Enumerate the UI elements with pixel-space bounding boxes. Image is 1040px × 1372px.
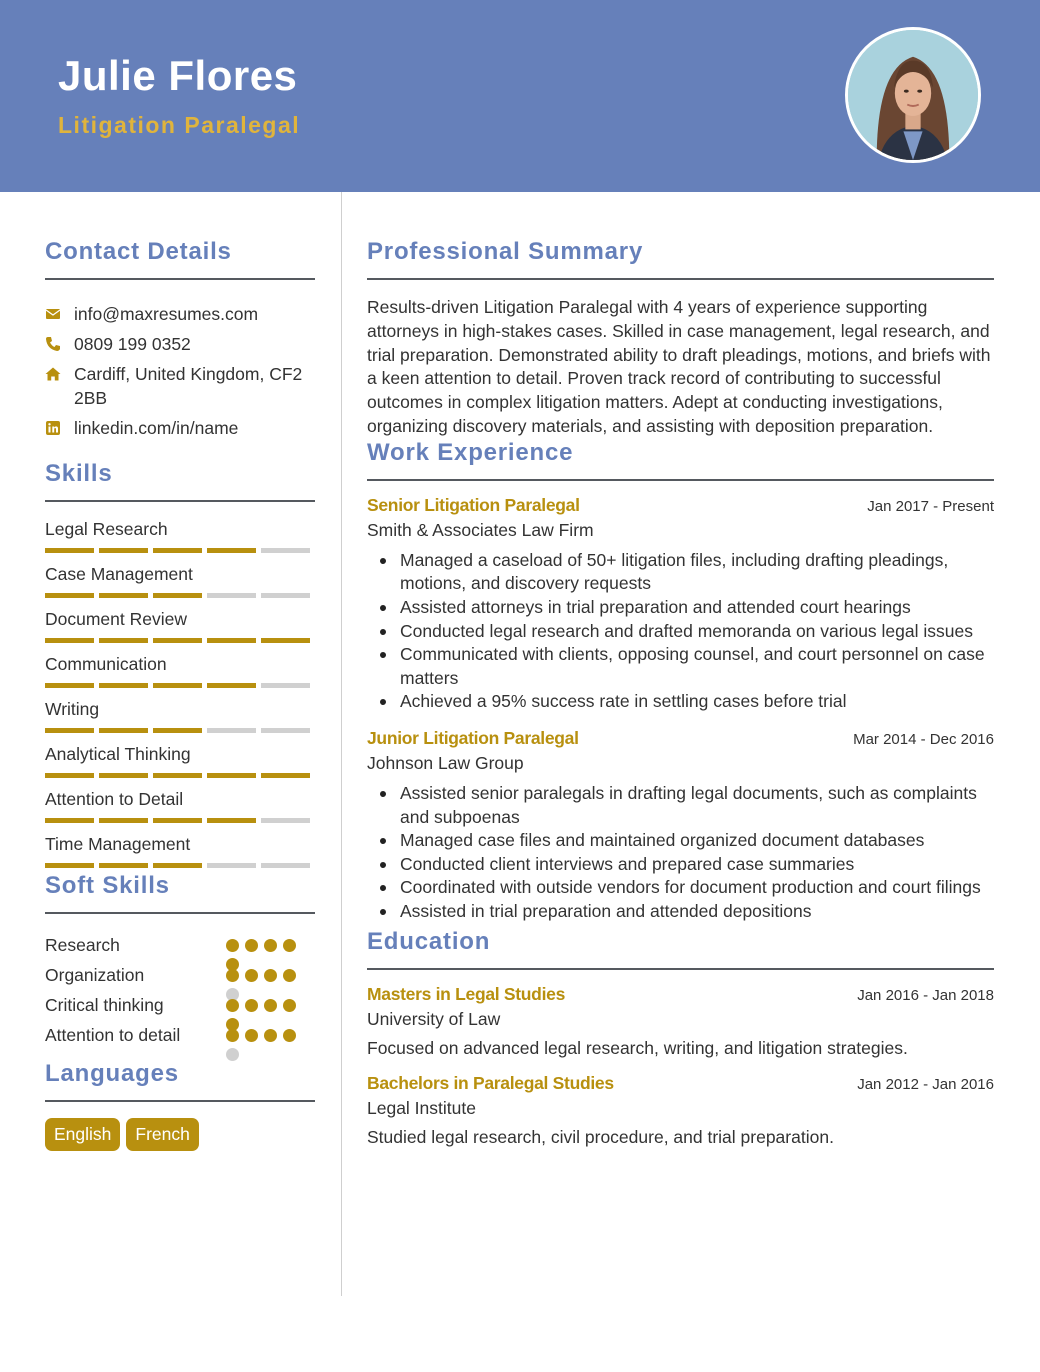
skill-bar-segment (45, 548, 94, 553)
job-title: Junior Litigation Paralegal (367, 727, 579, 748)
soft-skill-item (45, 930, 315, 960)
job-header (367, 495, 994, 516)
skill-bar-segment (153, 593, 202, 598)
language-badge: French (126, 1118, 198, 1151)
rating-dot (226, 939, 239, 952)
skill-bar-segment (207, 683, 256, 688)
rating-dot (264, 1029, 277, 1042)
job-bullet: Achieved a 95% success rate in settling cases before trial (367, 690, 994, 714)
phone-icon (45, 332, 74, 356)
sidebar (45, 192, 315, 1151)
job-bullet: Managed case files and maintained organized document databases (367, 829, 994, 853)
skill-bar-segment (261, 773, 310, 778)
skills-title: Skills (45, 460, 315, 502)
skill-name: Legal Research (45, 519, 168, 539)
skill-level-bar (45, 728, 315, 733)
job-date: Jan 2017 - Present (867, 497, 994, 515)
soft-skill-name: Research (45, 934, 120, 955)
skill-item (45, 788, 315, 823)
education-entry (367, 984, 994, 1059)
education-description: Focused on advanced legal research, writing, and litigation strategies. (367, 1037, 908, 1058)
rating-dot (226, 1029, 239, 1042)
job-entry (367, 495, 994, 714)
soft-skill-name: Critical thinking (45, 994, 164, 1015)
soft-skill-item (45, 990, 315, 1020)
skill-level-bar (45, 638, 315, 643)
job-bullets (367, 549, 994, 714)
contact-linkedin[interactable] (45, 416, 315, 440)
skill-bar-segment (153, 863, 202, 868)
soft-skill-rating (226, 1029, 296, 1042)
job-title: Senior Litigation Paralegal (367, 494, 580, 515)
skill-item (45, 743, 315, 778)
rating-dot (226, 1048, 239, 1061)
skill-bar-segment (45, 728, 94, 733)
skill-bar-segment (261, 638, 310, 643)
skill-bar-segment (261, 728, 310, 733)
rating-dot (264, 939, 277, 952)
skill-bar-segment (261, 818, 310, 823)
skill-bar-segment (153, 773, 202, 778)
skill-bar-segment (207, 863, 256, 868)
experience-list (367, 495, 994, 924)
job-entry (367, 728, 994, 924)
header-banner (0, 0, 1040, 192)
experience-title: Work Experience (367, 439, 994, 481)
skill-item (45, 698, 315, 733)
skill-bar-segment (99, 593, 148, 598)
education-degree: Masters in Legal Studies (367, 983, 565, 1004)
rating-dot (245, 1029, 258, 1042)
skill-level-bar (45, 863, 315, 868)
contact-email-text: info@maxresumes.com (74, 304, 259, 324)
skill-bar-segment (99, 683, 148, 688)
education-school: University of Law (367, 1008, 501, 1029)
skill-bar-segment (45, 593, 94, 598)
education-title: Education (367, 928, 994, 970)
education-degree: Bachelors in Paralegal Studies (367, 1072, 614, 1093)
rating-dot (245, 939, 258, 952)
job-company: Smith & Associates Law Firm (367, 519, 594, 540)
contact-list (45, 302, 315, 440)
skill-item (45, 608, 315, 643)
skill-name: Analytical Thinking (45, 744, 191, 764)
skill-bar-segment (261, 548, 310, 553)
skill-level-bar (45, 773, 315, 778)
rating-dot (283, 1029, 296, 1042)
skill-bar-segment (45, 773, 94, 778)
education-list (367, 984, 994, 1148)
column-divider (341, 192, 342, 1296)
skill-bar-segment (45, 638, 94, 643)
rating-dot (283, 939, 296, 952)
skill-level-bar (45, 818, 315, 823)
job-company: Johnson Law Group (367, 752, 524, 773)
skill-bar-segment (153, 683, 202, 688)
education-date: Jan 2016 - Jan 2018 (857, 986, 994, 1004)
envelope-icon (45, 302, 74, 326)
education-header (367, 984, 994, 1005)
job-bullet: Coordinated with outside vendors for document production and court filings (367, 876, 994, 900)
job-bullets (367, 782, 994, 924)
skill-bar-segment (45, 863, 94, 868)
skill-bar-segment (45, 818, 94, 823)
rating-dot (226, 999, 239, 1012)
skill-bar-segment (99, 728, 148, 733)
skill-bar-segment (207, 593, 256, 598)
contact-email[interactable] (45, 302, 315, 326)
skill-bar-segment (153, 548, 202, 553)
skill-bar-segment (99, 863, 148, 868)
job-bullet: Assisted senior paralegals in drafting legal documents, such as complaints and subpoenas (367, 782, 994, 829)
skill-item (45, 518, 315, 553)
job-header (367, 728, 994, 749)
linkedin-icon (45, 416, 74, 440)
skill-name: Communication (45, 654, 167, 674)
candidate-role: Litigation Paralegal (58, 112, 301, 138)
job-bullet: Communicated with clients, opposing counsel, and court personnel on case matters (367, 643, 994, 690)
skill-bar-segment (45, 683, 94, 688)
skill-level-bar (45, 548, 315, 553)
skill-level-bar (45, 683, 315, 688)
job-bullet: Managed a caseload of 50+ litigation files, including drafting pleadings, motions, and discovery requests (367, 549, 994, 596)
contact-phone[interactable] (45, 332, 315, 356)
languages-title: Languages (45, 1060, 315, 1102)
languages-list (45, 1118, 315, 1151)
rating-dot (264, 999, 277, 1012)
skill-bar-segment (153, 728, 202, 733)
skill-bar-segment (99, 818, 148, 823)
soft-skill-item (45, 960, 315, 990)
soft-skill-item (45, 1020, 315, 1050)
soft-skill-name: Organization (45, 964, 145, 985)
education-date: Jan 2012 - Jan 2016 (857, 1075, 994, 1093)
rating-dot (283, 969, 296, 982)
skill-bar-segment (99, 638, 148, 643)
rating-dot (245, 969, 258, 982)
rating-dot (245, 999, 258, 1012)
main-column (367, 192, 994, 1148)
skill-bar-segment (153, 638, 202, 643)
rating-dot (264, 969, 277, 982)
soft-skills-list (45, 930, 315, 1050)
skill-bar-segment (207, 548, 256, 553)
skill-item (45, 833, 315, 868)
skills-list (45, 518, 315, 868)
skill-bar-segment (261, 863, 310, 868)
rating-dot (283, 999, 296, 1012)
soft-skill-rating (226, 939, 296, 952)
skill-item (45, 653, 315, 688)
contact-address-text: Cardiff, United Kingdom, CF2 2BB (74, 364, 303, 408)
skill-bar-segment (207, 773, 256, 778)
skill-item (45, 563, 315, 598)
skill-bar-segment (261, 593, 310, 598)
education-description: Studied legal research, civil procedure, and trial preparation. (367, 1126, 834, 1147)
summary-title: Professional Summary (367, 238, 994, 280)
skill-name: Writing (45, 699, 100, 719)
summary-text: Results-driven Litigation Paralegal with 4 years of experience supporting attorneys in high-stakes cases. Skilled in case management, legal research, and trial preparation. Demonstrated ability to draft pleadings, motions, and briefs with a keen attention to detail. Proven track record of contributing to successful outcomes in complex litigation matters. Adept at conducting investigations, organizing discovery materials, and assisting with deposition preparation. (367, 297, 991, 436)
soft-skill-rating (226, 999, 296, 1012)
home-icon (45, 362, 74, 386)
contact-title: Contact Details (45, 238, 315, 280)
education-school: Legal Institute (367, 1097, 476, 1118)
skill-name: Case Management (45, 564, 193, 584)
skill-name: Attention to Detail (45, 789, 184, 809)
soft-skills-title: Soft Skills (45, 872, 315, 914)
skill-bar-segment (207, 728, 256, 733)
job-date: Mar 2014 - Dec 2016 (853, 730, 994, 748)
skill-bar-segment (99, 548, 148, 553)
education-entry (367, 1073, 994, 1148)
job-bullet: Assisted attorneys in trial preparation and attended court hearings (367, 596, 994, 620)
soft-skill-name: Attention to detail (45, 1024, 181, 1045)
job-bullet: Conducted legal research and drafted memoranda on various legal issues (367, 620, 994, 644)
profile-photo (845, 27, 981, 163)
job-bullet: Conducted client interviews and prepared case summaries (367, 853, 994, 877)
language-badge: English (45, 1118, 120, 1151)
rating-dot (226, 969, 239, 982)
candidate-name: Julie Flores (58, 52, 298, 99)
job-bullet: Assisted in trial preparation and attended depositions (367, 900, 994, 924)
skill-bar-segment (99, 773, 148, 778)
skill-name: Time Management (45, 834, 191, 854)
contact-address (45, 362, 315, 410)
skill-bar-segment (207, 818, 256, 823)
skill-bar-segment (153, 818, 202, 823)
portrait-image (848, 30, 978, 160)
skill-bar-segment (207, 638, 256, 643)
contact-linkedin-text: linkedin.com/in/name (74, 418, 239, 438)
skill-level-bar (45, 593, 315, 598)
skill-bar-segment (261, 683, 310, 688)
education-header (367, 1073, 994, 1094)
skill-name: Document Review (45, 609, 187, 629)
contact-phone-text: 0809 199 0352 (74, 334, 191, 354)
soft-skill-rating (226, 969, 296, 982)
